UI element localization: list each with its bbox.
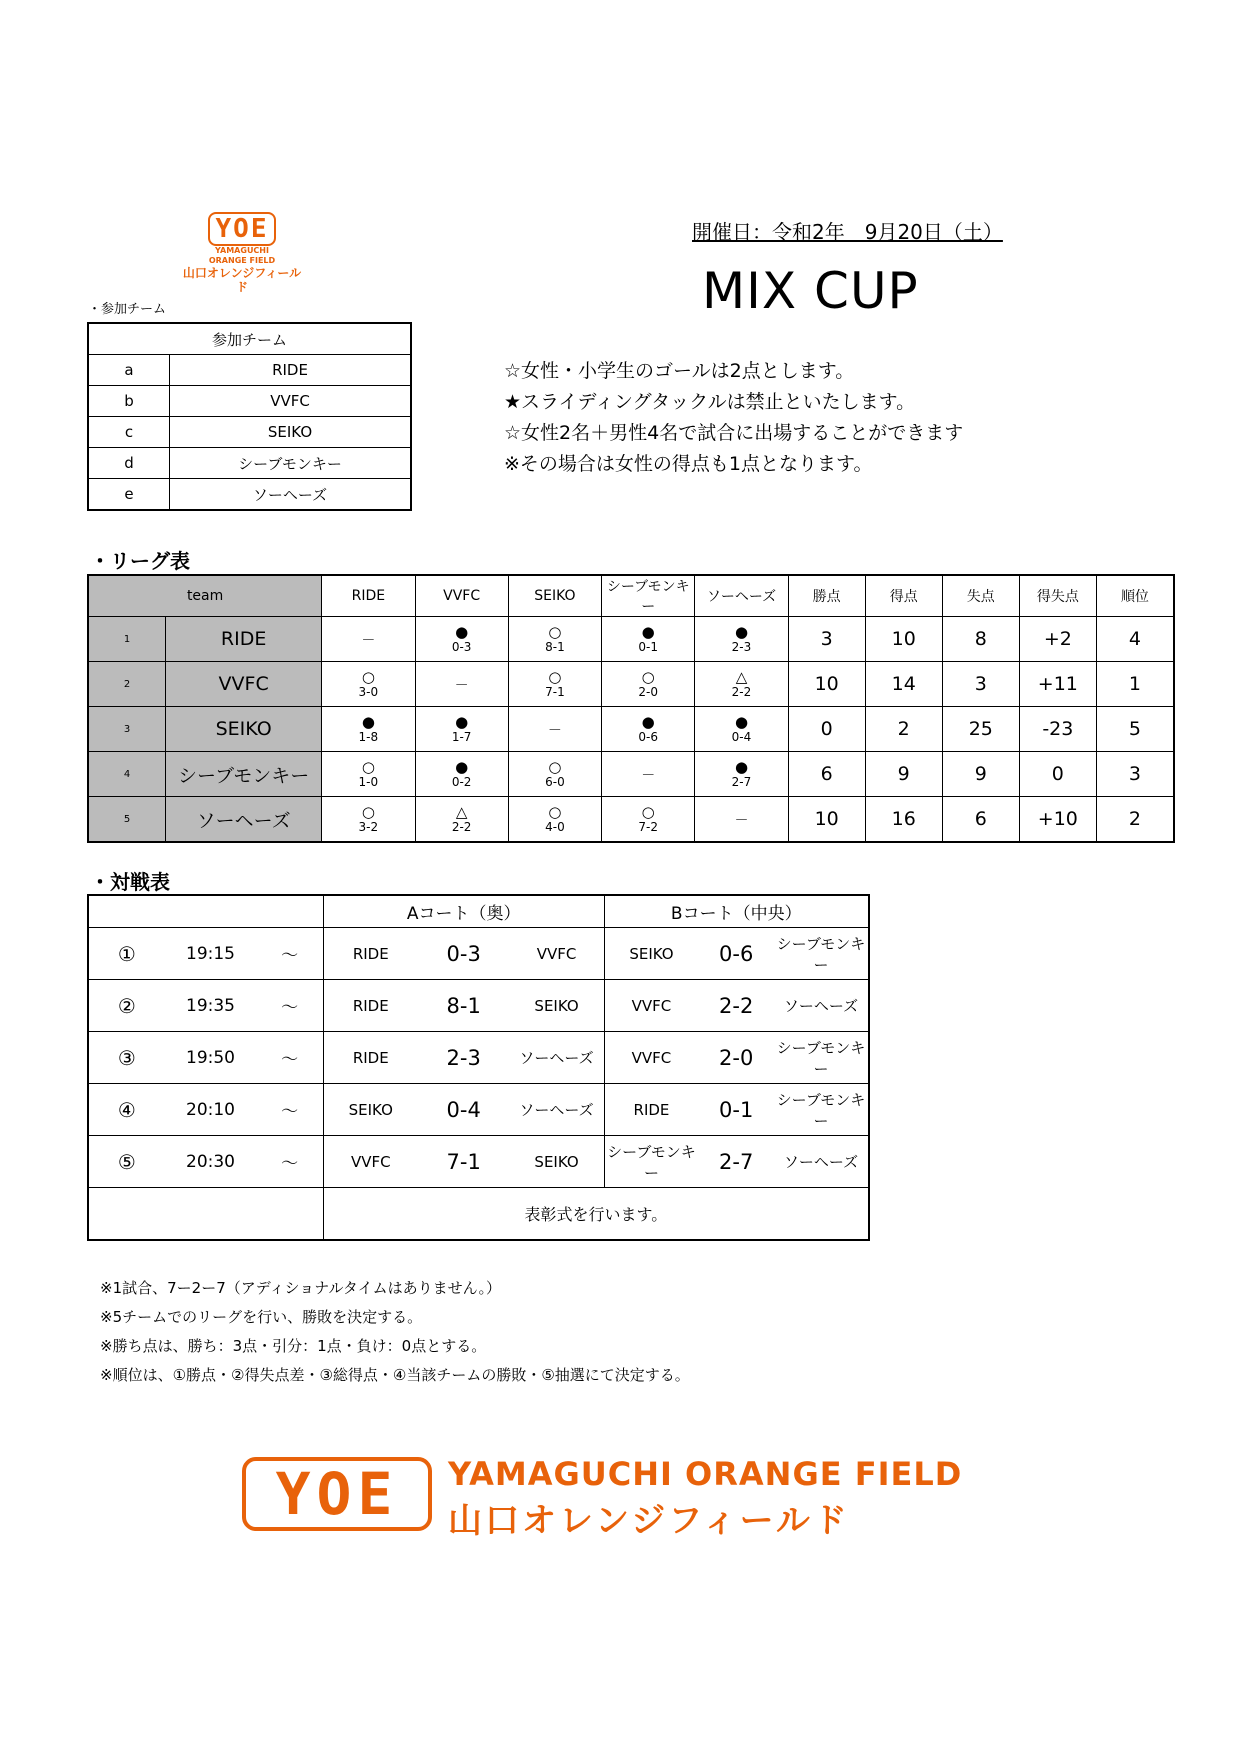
match-time: 19:35 bbox=[165, 980, 257, 1032]
team-row bbox=[88, 479, 411, 511]
court-a-home: VVFC bbox=[323, 1136, 417, 1188]
league-stat-cell: 14 bbox=[865, 662, 942, 707]
league-row-team: VVFC bbox=[166, 662, 322, 707]
league-header-stat: 勝点 bbox=[788, 575, 865, 617]
league-stat-cell: 8 bbox=[942, 617, 1019, 662]
ceremony-blank bbox=[88, 1188, 323, 1241]
league-result-cell bbox=[415, 752, 508, 797]
result-mark: ● bbox=[455, 623, 469, 641]
league-stat-cell: 0 bbox=[1019, 752, 1096, 797]
court-b-away: シーブモンキー bbox=[774, 1084, 869, 1136]
league-result-cell bbox=[508, 752, 601, 797]
result-mark: ● bbox=[734, 623, 749, 641]
league-row-team: SEIKO bbox=[166, 707, 322, 752]
court-b-header: Bコート（中央） bbox=[604, 895, 869, 928]
team-name: ソーヘーズ bbox=[170, 479, 412, 511]
league-result-cell bbox=[695, 752, 788, 797]
result-score: 1-0 bbox=[358, 775, 379, 789]
result-score: 4-0 bbox=[545, 820, 565, 834]
court-b-score: 0-6 bbox=[698, 928, 774, 980]
league-result-cell bbox=[508, 662, 601, 707]
league-header-stat: 得失点 bbox=[1019, 575, 1096, 617]
court-a-header: Aコート（奥） bbox=[323, 895, 604, 928]
result-mark: ● bbox=[641, 713, 655, 731]
league-result-cell bbox=[322, 662, 415, 707]
league-stat-cell: 10 bbox=[788, 797, 865, 843]
league-stat-cell: 10 bbox=[865, 617, 942, 662]
league-header-opponent: シーブモンキー bbox=[602, 575, 695, 617]
match-number: ③ bbox=[88, 1032, 165, 1084]
logo-big-mark: YOE bbox=[242, 1457, 432, 1531]
ceremony-row bbox=[88, 1188, 869, 1241]
league-result-cell bbox=[322, 617, 415, 662]
rule-line: ※その場合は女性の得点も1点となります。 bbox=[504, 453, 873, 475]
league-result-cell bbox=[695, 797, 788, 843]
match-row bbox=[88, 1084, 869, 1136]
self-match-dash: － bbox=[547, 722, 562, 739]
court-b-score: 2-0 bbox=[698, 1032, 774, 1084]
league-row bbox=[88, 797, 1174, 843]
league-row-team: RIDE bbox=[166, 617, 322, 662]
match-row bbox=[88, 928, 869, 980]
league-caption: ・リーグ表 bbox=[90, 549, 190, 573]
result-mark: ○ bbox=[548, 758, 562, 776]
result-mark: ○ bbox=[641, 803, 655, 821]
court-b-away: ソーヘーズ bbox=[774, 1136, 869, 1188]
match-number: ① bbox=[88, 928, 165, 980]
result-mark: ○ bbox=[548, 803, 562, 821]
court-b-away: シーブモンキー bbox=[774, 928, 869, 980]
result-mark: ○ bbox=[641, 668, 655, 686]
league-result-cell bbox=[602, 707, 695, 752]
league-stat-cell: 3 bbox=[1096, 752, 1174, 797]
league-result-cell bbox=[415, 707, 508, 752]
league-result-cell bbox=[322, 707, 415, 752]
logo-en-line2: ORANGE FIELD bbox=[208, 256, 276, 265]
league-stat-cell: +11 bbox=[1019, 662, 1096, 707]
result-score: 3-2 bbox=[358, 820, 379, 834]
court-a-score: 0-3 bbox=[418, 928, 510, 980]
league-row bbox=[88, 617, 1174, 662]
team-letter: a bbox=[88, 355, 170, 386]
league-result-cell bbox=[602, 797, 695, 843]
rule-line: ☆女性2名＋男性4名で試合に出場することができます bbox=[504, 422, 964, 444]
note-line: ※5チームでのリーグを行い、勝敗を決定する。 bbox=[100, 1308, 423, 1326]
league-stat-cell: 1 bbox=[1096, 662, 1174, 707]
logo-big-jp: 山口オレンジフィールド bbox=[448, 1501, 850, 1541]
court-b-home: RIDE bbox=[604, 1084, 698, 1136]
logo-mark: YOE bbox=[208, 212, 277, 246]
court-a-away: ソーヘーズ bbox=[510, 1032, 604, 1084]
team-name: SEIKO bbox=[170, 417, 412, 448]
league-header-stat: 失点 bbox=[942, 575, 1019, 617]
court-a-score: 7-1 bbox=[418, 1136, 510, 1188]
league-row bbox=[88, 752, 1174, 797]
self-match-dash: － bbox=[641, 767, 656, 784]
court-a-away: SEIKO bbox=[510, 1136, 604, 1188]
court-b-score: 0-1 bbox=[698, 1084, 774, 1136]
self-match-dash: － bbox=[361, 632, 376, 649]
result-score: 2-2 bbox=[451, 820, 472, 834]
result-score: 0-3 bbox=[451, 640, 472, 654]
result-score: 2-3 bbox=[731, 640, 752, 654]
team-row bbox=[88, 355, 411, 386]
league-result-cell bbox=[695, 662, 788, 707]
league-stat-cell: 16 bbox=[865, 797, 942, 843]
court-b-home: シーブモンキー bbox=[604, 1136, 698, 1188]
rule-line: ☆女性・小学生のゴールは2点とします。 bbox=[504, 360, 855, 382]
league-row-number: 4 bbox=[88, 752, 166, 797]
team-letter: b bbox=[88, 386, 170, 417]
league-row-number: 3 bbox=[88, 707, 166, 752]
result-score: 7-2 bbox=[638, 820, 658, 834]
match-tilde: ～ bbox=[256, 1032, 323, 1084]
logo-jp: 山口オレンジフィールド bbox=[182, 266, 302, 294]
match-row bbox=[88, 980, 869, 1032]
league-result-cell bbox=[602, 662, 695, 707]
result-mark: ● bbox=[734, 713, 749, 731]
result-score: 3-0 bbox=[358, 685, 379, 699]
court-b-home: SEIKO bbox=[604, 928, 698, 980]
league-stat-cell: 3 bbox=[788, 617, 865, 662]
result-mark: ● bbox=[641, 623, 655, 641]
result-mark: ○ bbox=[361, 803, 375, 821]
result-score: 2-2 bbox=[731, 685, 752, 699]
league-result-cell bbox=[415, 617, 508, 662]
team-name: シーブモンキー bbox=[170, 448, 412, 479]
result-score: 0-6 bbox=[638, 730, 658, 744]
league-result-cell bbox=[415, 797, 508, 843]
self-match-dash: － bbox=[734, 812, 749, 829]
match-tilde: ～ bbox=[256, 980, 323, 1032]
court-a-score: 0-4 bbox=[418, 1084, 510, 1136]
notes-list bbox=[100, 1274, 690, 1390]
result-mark: ● bbox=[455, 758, 469, 776]
match-header-blank bbox=[88, 895, 323, 928]
result-score: 2-7 bbox=[731, 775, 752, 789]
result-score: 6-0 bbox=[545, 775, 565, 789]
league-header-opponent: SEIKO bbox=[508, 575, 601, 617]
league-stat-cell: 5 bbox=[1096, 707, 1174, 752]
result-score: 2-0 bbox=[638, 685, 658, 699]
match-number: ⑤ bbox=[88, 1136, 165, 1188]
team-letter: c bbox=[88, 417, 170, 448]
match-row bbox=[88, 1032, 869, 1084]
league-result-cell bbox=[415, 662, 508, 707]
team-name: RIDE bbox=[170, 355, 412, 386]
match-tilde: ～ bbox=[256, 928, 323, 980]
result-mark: ○ bbox=[548, 668, 562, 686]
league-result-cell bbox=[322, 797, 415, 843]
result-score: 1-8 bbox=[358, 730, 379, 744]
league-result-cell bbox=[695, 617, 788, 662]
league-result-cell bbox=[508, 617, 601, 662]
logo-en-line1: YAMAGUCHI bbox=[215, 246, 269, 255]
result-mark: ● bbox=[361, 713, 375, 731]
rule-line: ★スライディングタックルは禁止といたします。 bbox=[504, 391, 916, 413]
self-match-dash: － bbox=[454, 677, 469, 694]
league-result-cell bbox=[508, 797, 601, 843]
team-row bbox=[88, 386, 411, 417]
league-row-number: 2 bbox=[88, 662, 166, 707]
match-tilde: ～ bbox=[256, 1084, 323, 1136]
league-result-cell bbox=[695, 707, 788, 752]
league-stat-cell: 9 bbox=[865, 752, 942, 797]
match-time: 19:15 bbox=[165, 928, 257, 980]
court-b-score: 2-7 bbox=[698, 1136, 774, 1188]
league-row bbox=[88, 662, 1174, 707]
result-score: 0-4 bbox=[731, 730, 752, 744]
match-number: ④ bbox=[88, 1084, 165, 1136]
match-caption: ・対戦表 bbox=[90, 870, 170, 894]
event-date: 開催日：令和2年 9月20日（土） bbox=[692, 220, 1003, 244]
court-a-home: RIDE bbox=[323, 1032, 417, 1084]
league-header-opponent: RIDE bbox=[322, 575, 415, 617]
court-b-away: ソーヘーズ bbox=[774, 980, 869, 1032]
page-title: MIX CUP bbox=[702, 262, 919, 320]
match-time: 19:50 bbox=[165, 1032, 257, 1084]
league-stat-cell: 25 bbox=[942, 707, 1019, 752]
result-mark: ○ bbox=[361, 668, 375, 686]
court-b-home: VVFC bbox=[604, 980, 698, 1032]
match-row bbox=[88, 1136, 869, 1188]
league-row-team: シーブモンキー bbox=[166, 752, 322, 797]
result-score: 1-7 bbox=[451, 730, 472, 744]
result-score: 0-1 bbox=[638, 640, 658, 654]
league-stat-cell: -23 bbox=[1019, 707, 1096, 752]
league-stat-cell: +2 bbox=[1019, 617, 1096, 662]
result-score: 8-1 bbox=[545, 640, 565, 654]
team-row bbox=[88, 417, 411, 448]
teams-header: 参加チーム bbox=[88, 323, 411, 355]
court-b-score: 2-2 bbox=[698, 980, 774, 1032]
team-letter: e bbox=[88, 479, 170, 511]
league-stat-cell: 3 bbox=[942, 662, 1019, 707]
league-row-number: 5 bbox=[88, 797, 166, 843]
league-stat-cell: 6 bbox=[788, 752, 865, 797]
result-mark: ● bbox=[734, 758, 749, 776]
league-result-cell bbox=[322, 752, 415, 797]
ceremony-text: 表彰式を行います。 bbox=[323, 1188, 869, 1241]
court-a-away: SEIKO bbox=[510, 980, 604, 1032]
league-stat-cell: 9 bbox=[942, 752, 1019, 797]
league-stat-cell: 4 bbox=[1096, 617, 1174, 662]
result-mark: ○ bbox=[361, 758, 375, 776]
court-b-away: シーブモンキー bbox=[774, 1032, 869, 1084]
league-row-number: 1 bbox=[88, 617, 166, 662]
league-result-cell bbox=[508, 707, 601, 752]
league-header-opponent: VVFC bbox=[415, 575, 508, 617]
court-a-home: SEIKO bbox=[323, 1084, 417, 1136]
league-table bbox=[87, 574, 1175, 843]
league-header-team: team bbox=[88, 575, 322, 617]
match-time: 20:10 bbox=[165, 1084, 257, 1136]
league-stat-cell: 10 bbox=[788, 662, 865, 707]
league-stat-cell: 0 bbox=[788, 707, 865, 752]
league-header-opponent: ソーヘーズ bbox=[695, 575, 788, 617]
match-tilde: ～ bbox=[256, 1136, 323, 1188]
court-a-away: VVFC bbox=[510, 928, 604, 980]
match-time: 20:30 bbox=[165, 1136, 257, 1188]
league-header-stat: 得点 bbox=[865, 575, 942, 617]
note-line: ※順位は、①勝点・②得失点差・③総得点・④当該チームの勝敗・⑤抽選にて決定する。 bbox=[100, 1366, 690, 1384]
court-a-home: RIDE bbox=[323, 928, 417, 980]
league-row bbox=[88, 707, 1174, 752]
league-header-stat: 順位 bbox=[1096, 575, 1174, 617]
rules-list bbox=[504, 356, 963, 480]
court-a-score: 8-1 bbox=[418, 980, 510, 1032]
note-line: ※勝ち点は、勝ち：3点・引分：1点・負け：0点とする。 bbox=[100, 1337, 487, 1355]
note-line: ※1試合、7ー2ー7（アディショナルタイムはありません。） bbox=[100, 1279, 501, 1297]
result-score: 7-1 bbox=[545, 685, 565, 699]
logo-big bbox=[242, 1455, 963, 1541]
league-header-row bbox=[88, 575, 1174, 617]
teams-table bbox=[87, 322, 412, 511]
match-number: ② bbox=[88, 980, 165, 1032]
league-stat-cell: 2 bbox=[1096, 797, 1174, 843]
result-score: 0-2 bbox=[451, 775, 472, 789]
league-stat-cell: 6 bbox=[942, 797, 1019, 843]
result-mark: △ bbox=[735, 668, 748, 686]
logo-small bbox=[178, 212, 306, 294]
league-stat-cell: 2 bbox=[865, 707, 942, 752]
league-result-cell bbox=[602, 752, 695, 797]
team-letter: d bbox=[88, 448, 170, 479]
logo-big-en: YAMAGUCHI ORANGE FIELD bbox=[448, 1455, 963, 1493]
result-mark: ○ bbox=[548, 623, 562, 641]
league-row-team: ソーヘーズ bbox=[166, 797, 322, 843]
court-a-score: 2-3 bbox=[418, 1032, 510, 1084]
court-a-home: RIDE bbox=[323, 980, 417, 1032]
team-row bbox=[88, 448, 411, 479]
teams-caption: ・参加チーム bbox=[88, 302, 167, 317]
court-b-home: VVFC bbox=[604, 1032, 698, 1084]
league-stat-cell: +10 bbox=[1019, 797, 1096, 843]
match-table bbox=[87, 894, 870, 1241]
result-mark: ● bbox=[455, 713, 469, 731]
result-mark: △ bbox=[455, 803, 468, 821]
league-result-cell bbox=[602, 617, 695, 662]
court-a-away: ソーヘーズ bbox=[510, 1084, 604, 1136]
team-name: VVFC bbox=[170, 386, 412, 417]
